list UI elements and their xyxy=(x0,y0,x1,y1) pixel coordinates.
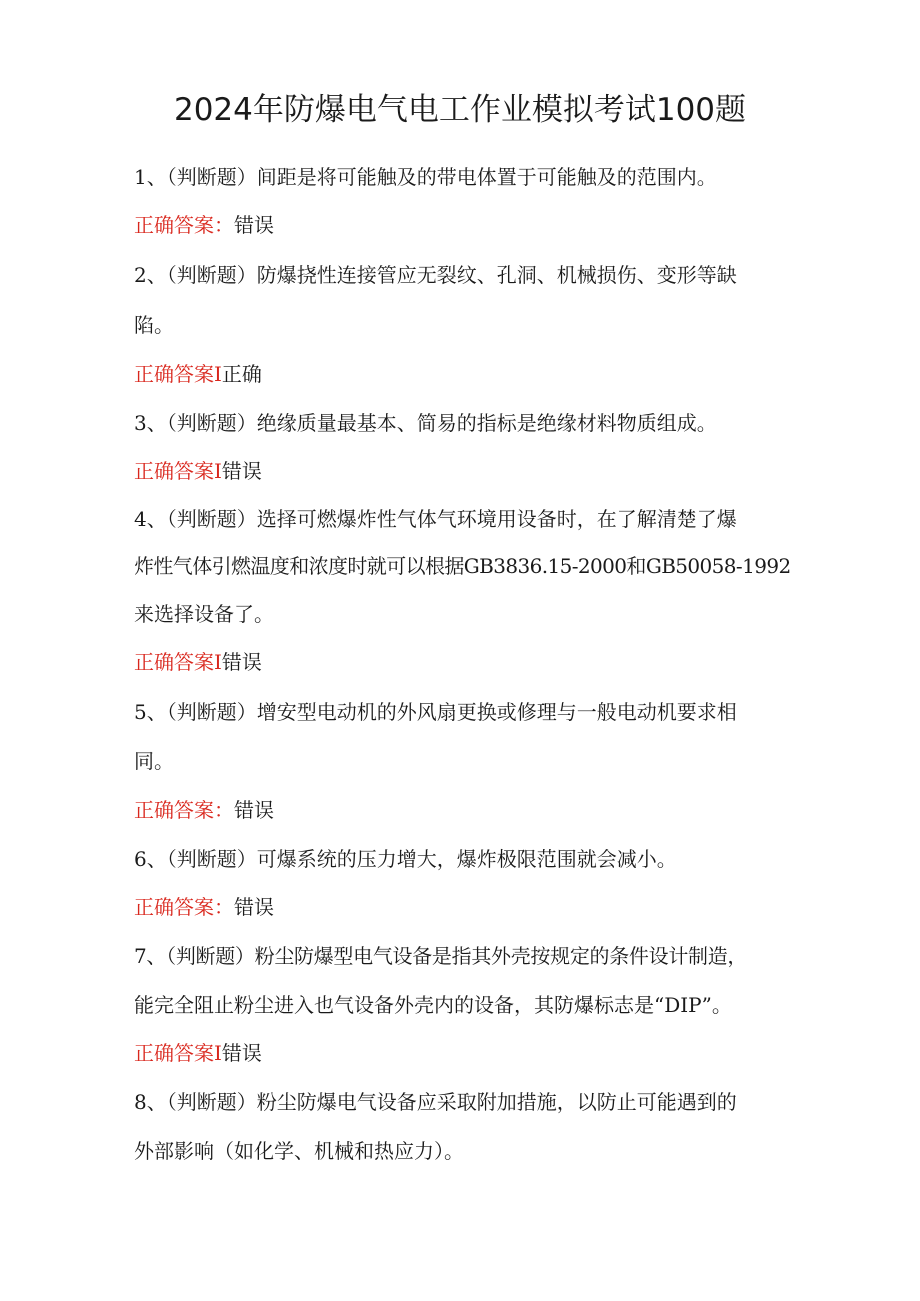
answer-value: 错误 xyxy=(221,1041,262,1065)
question-6-answer xyxy=(134,892,794,922)
answer-value: 错误 xyxy=(234,895,274,919)
question-4-line-1: 4、（判断题）选择可燃爆炸性气体气环境用设备时，在了解清楚了爆 xyxy=(134,507,737,531)
answer-label: 正确答案： xyxy=(134,213,234,237)
question-1-line-1: 1、（判断题）间距是将可能触及的带电体置于可能触及的范围内。 xyxy=(134,165,717,189)
document-title: 2024年防爆电气电工作业模拟考试100题 xyxy=(173,92,747,128)
question-4-line-3: 来选择设备了。 xyxy=(134,602,274,626)
question-7-answer xyxy=(134,1038,794,1068)
answer-value: 错误 xyxy=(234,798,274,822)
question-2-answer xyxy=(134,359,794,389)
answer-label: 正确答案I xyxy=(134,650,222,674)
question-5-line-1: 5、（判断题）增安型电动机的外风扇更换或修理与一般电动机要求相 xyxy=(134,700,737,724)
question-4-line-2: 炸性气体引燃温度和浓度时就可以根据GB3836.15-2000和GB50058-1992 xyxy=(134,554,791,578)
question-3-answer xyxy=(134,456,794,486)
answer-label: 正确答案： xyxy=(134,895,234,919)
question-4-answer xyxy=(134,647,794,677)
answer-value: 错误 xyxy=(221,650,262,674)
question-6-line-1: 6、（判断题）可爆系统的压力增大，爆炸极限范围就会减小。 xyxy=(134,847,677,871)
question-5-line-2: 同。 xyxy=(134,749,174,773)
answer-label: 正确答案： xyxy=(134,798,234,822)
answer-value: 正确 xyxy=(221,362,262,386)
question-3-line-1: 3、（判断题）绝缘质量最基本、简易的指标是绝缘材料物质组成。 xyxy=(134,411,717,435)
answer-value: 错误 xyxy=(221,459,262,483)
question-7-line-2: 能完全阻止粉尘进入也气设备外壳内的设备，其防爆标志是“DIP”。 xyxy=(134,993,732,1017)
question-1-answer xyxy=(134,210,794,240)
answer-label: 正确答案I xyxy=(134,1041,222,1065)
answer-value: 错误 xyxy=(234,213,274,237)
question-8-line-2: 外部影响（如化学、机械和热应力）。 xyxy=(134,1139,464,1163)
answer-label: 正确答案I xyxy=(134,459,222,483)
question-5-answer xyxy=(134,795,794,825)
question-8-line-1: 8、（判断题）粉尘防爆电气设备应采取附加措施，以防止可能遇到的 xyxy=(134,1090,737,1114)
answer-label: 正确答案I xyxy=(134,362,222,386)
question-7-line-1: 7、（判断题）粉尘防爆型电气设备是指其外壳按规定的条件设计制造， xyxy=(134,944,748,968)
question-2-line-1: 2、（判断题）防爆挠性连接管应无裂纹、孔洞、机械损伤、变形等缺 xyxy=(134,263,737,287)
question-2-line-2: 陷。 xyxy=(134,313,174,337)
